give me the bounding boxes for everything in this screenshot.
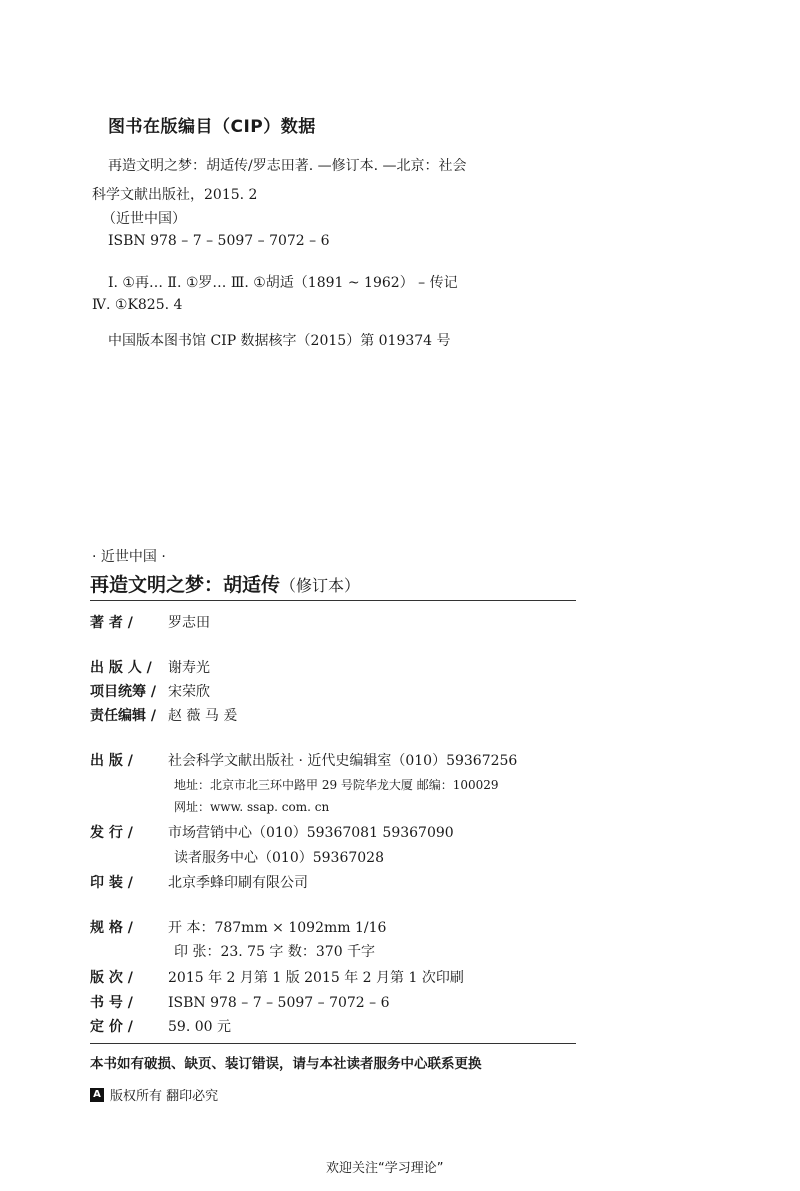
editor-label: 责任编辑 /: [90, 708, 156, 724]
printing-value: 北京季蜂印刷有限公司: [168, 875, 308, 891]
book-edition: （修订本）: [280, 576, 361, 595]
edition-value: 2015 年 2 月第 1 版 2015 年 2 月第 1 次印刷: [168, 970, 464, 986]
author-label: 著 者 /: [90, 615, 133, 631]
series-name: · 近世中国 ·: [92, 549, 166, 565]
specs-row: [90, 917, 386, 937]
credit-editor: [90, 705, 237, 725]
cip-line-2: 科学文献出版社，2015. 2: [92, 187, 258, 203]
credit-publisher: [90, 657, 210, 677]
distribution-label: 发 行 /: [90, 825, 133, 841]
book-number-value: ISBN 978 – 7 – 5097 – 7072 – 6: [168, 995, 390, 1011]
edition-row: [90, 967, 464, 987]
book-number-row: [90, 992, 390, 1012]
edition-label: 版 次 /: [90, 970, 133, 986]
cip-classification-1: Ⅰ. ①再… Ⅱ. ①罗… Ⅲ. ①胡适（1891 ~ 1962） – 传记: [108, 275, 458, 291]
specs-label: 规 格 /: [90, 920, 133, 936]
coordinator-value: 宋荣欣: [168, 684, 210, 700]
publishing-website: 网址：www. ssap. com. cn: [174, 800, 330, 814]
publisher-value: 谢寿光: [168, 660, 210, 676]
editor-value: 赵 薇 马 爰: [168, 708, 238, 724]
cip-classification-2: Ⅳ. ①K825. 4: [92, 297, 183, 313]
distribution-value-2: 读者服务中心（010）59367028: [174, 850, 384, 866]
cip-heading: 图书在版编目（CIP）数据: [108, 117, 316, 137]
publishing-address: 地址：北京市北三环中路甲 29 号院华龙大厦 邮编：100029: [174, 778, 499, 792]
cip-line-1: 再造文明之梦：胡适传/罗志田著. —修订本. —北京：社会: [108, 158, 467, 174]
damage-notice: 本书如有破损、缺页、装订错误，请与本社读者服务中心联系更换: [90, 1056, 482, 1072]
distribution-value-1: 市场营销中心（010）59367081 59367090: [168, 825, 454, 841]
distribution-row: [90, 822, 454, 842]
book-title-main: 再造文明之梦：胡适传: [90, 574, 281, 596]
price-value: 59. 00 元: [168, 1019, 231, 1035]
credit-author: [90, 612, 210, 632]
publisher-logo-icon: A: [90, 1088, 104, 1102]
price-row: [90, 1016, 231, 1036]
rights-line: [90, 1085, 218, 1104]
footer-note: 欢迎关注“学习理论”: [326, 1161, 444, 1176]
printing-label: 印 装 /: [90, 875, 133, 891]
specs-value-2: 印 张：23. 75 字 数：370 千字: [174, 944, 376, 960]
cip-line-3: （近世中国）: [102, 211, 186, 227]
publisher-label: 出 版 人 /: [90, 660, 152, 676]
bottom-rule: [90, 1043, 576, 1044]
publishing-row: [90, 750, 517, 770]
cip-check-number: 中国版本图书馆 CIP 数据核字（2015）第 019374 号: [108, 333, 451, 349]
specs-value-1: 开 本：787mm × 1092mm 1/16: [168, 920, 387, 936]
top-rule: [90, 600, 576, 601]
cip-isbn: ISBN 978 – 7 – 5097 – 7072 – 6: [108, 233, 330, 249]
price-label: 定 价 /: [90, 1019, 133, 1035]
rights-text: 版权所有 翻印必究: [110, 1089, 219, 1104]
book-number-label: 书 号 /: [90, 995, 133, 1011]
coordinator-label: 项目统筹 /: [90, 684, 156, 700]
credit-coordinator: [90, 681, 210, 701]
book-title: [90, 570, 360, 597]
author-value: 罗志田: [168, 615, 210, 631]
printing-row: [90, 872, 308, 892]
publishing-value: 社会科学文献出版社 · 近代史编辑室（010）59367256: [168, 753, 518, 769]
publishing-label: 出 版 /: [90, 753, 133, 769]
